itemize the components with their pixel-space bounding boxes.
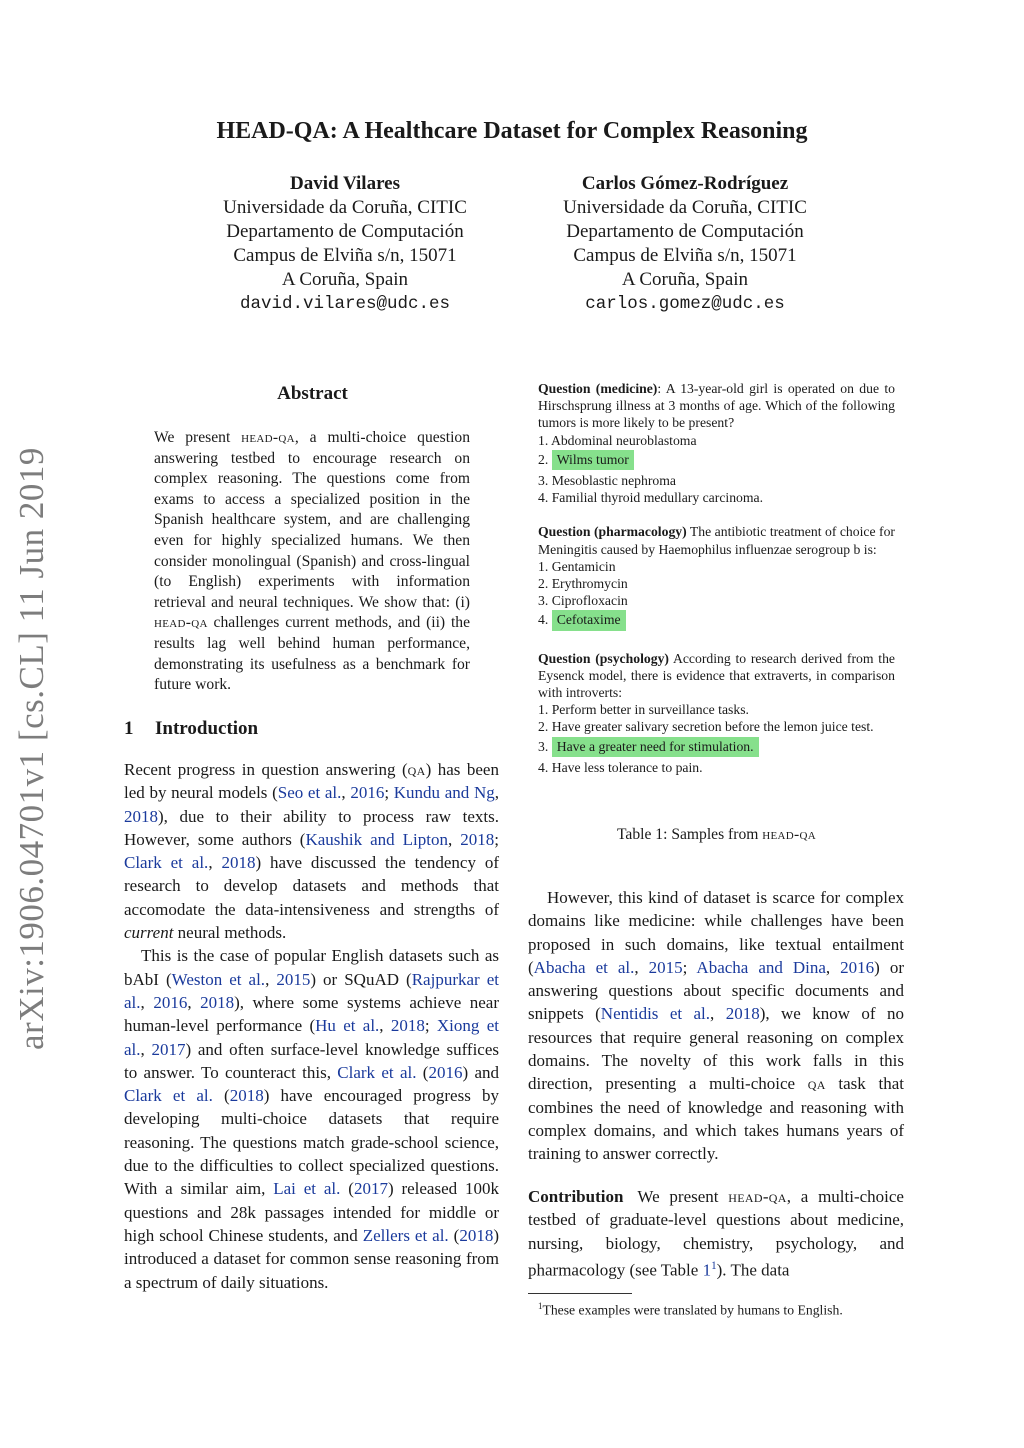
dataset-name: head-qa [762,826,817,843]
citation-link[interactable]: Xiong et al. [124,1016,499,1059]
dataset-name: head-qa [154,614,208,632]
question-label: Question (medicine) [538,381,658,396]
answer-option: 2. Erythromycin [538,576,628,592]
answer-option: 3. Mesoblastic nephroma [538,473,676,489]
citation-link[interactable]: Hu et al. [315,1016,380,1036]
right-column-body [528,886,904,1166]
question-text: Question (psychology) According to research derived from the Eysenck model, there is evidence that extraverts, in comparison with introverts: [538,650,895,701]
citation-link[interactable]: Clark et al. [337,1062,417,1082]
author-affiliation: Universidade da Coruña, CITIC [223,197,467,218]
abstract-heading: Abstract [277,383,348,404]
question-label: Question (pharmacology) [538,524,687,540]
citation-link[interactable]: 2015 [276,969,311,989]
footnote-marker[interactable]: 1 [711,1259,717,1272]
citation-link[interactable]: Rajpurkar et al. [124,969,499,1012]
citation-link[interactable]: Kundu and Ng [393,783,495,803]
question-text: Question (medicine): A 13-year-old girl is operated on due to Hirschsprung illness at 3 months of age. Which of the following tumors is more likely to be present? [538,381,895,431]
citation-link[interactable]: 2018 [460,829,495,849]
citation-link[interactable]: Lai et al. [273,1179,341,1199]
citation-link[interactable]: Abacha et al. [533,957,635,977]
citation-link[interactable]: Clark et al. [124,1086,213,1106]
author-address: Campus de Elviña s/n, 15071 [233,245,457,266]
author-department: Departamento de Computación [226,221,464,242]
answer-option-correct: 2. Wilms tumor [538,449,895,472]
citation-link[interactable]: 2018 [221,853,256,873]
citation-link[interactable]: 2015 [648,957,683,977]
table-caption: Table 1: Samples from head-qa [616,826,817,843]
answer-option: 1. Perform better in surveillance tasks. [538,702,749,718]
answer-option-correct: 4. Cefotaxime [538,609,895,632]
citation-link[interactable]: 2016 [153,992,188,1012]
author-block-2 [505,172,865,316]
section-number: 1 [124,718,134,739]
author-city: A Coruña, Spain [621,269,749,290]
author-affiliation: Universidade da Coruña, CITIC [563,197,807,218]
citation-link[interactable]: Seo et al. [277,783,342,803]
author-email[interactable]: david.vilares@udc.es [239,294,451,314]
citation-link[interactable]: 2018 [229,1086,264,1106]
paragraph: This is the case of popular English datasets such as bAbI (Weston et al., 2015) or SQuAD (Rajpurkar et al., 2016, 2018), where some systems achieve near human-level performance (Hu et al., 2018; Xiong et al., 2017) and often surface-level knowledge suffices to answer. To counteract this, Clark et al. (2016) and Clark et al. (2018) have encouraged progress by developing multi-choice datasets that require reasoning. The questions match grade-school science, due to the difficulties to collect specialized questions. With a similar aim, Lai et al. (2017) released 100k questions and 28k passages intended for middle or high school Chinese students, and Zellers et al. (2018) introduced a dataset for common sense reasoning from a spectrum of daily situations. [124,946,500,1292]
question-text: Question (pharmacology) The antibiotic treatment of choice for Meningitis caused by Haemophilus influenzae serogroup b is: [538,524,895,557]
author-block-1 [165,172,525,316]
author-email[interactable]: carlos.gomez@udc.es [585,294,785,314]
author-name: Carlos Gómez-Rodríguez [581,173,789,194]
answer-option: 4. Familial thyroid medullary carcinoma. [538,490,764,506]
citation-link[interactable]: 2017 [151,1039,186,1059]
dataset-name: head-qa [728,1187,787,1206]
question-block-psychology [538,650,895,776]
citation-link[interactable]: 2018 [200,992,235,1012]
citation-link[interactable]: Kaushik and Lipton [305,829,449,849]
correct-answer-highlight: Cefotaxime [552,610,626,630]
citation-link[interactable]: 2018 [459,1225,494,1245]
sample-questions-table [538,380,895,793]
question-block-pharmacology [538,523,895,632]
citation-link[interactable]: 2018 [390,1016,425,1036]
answer-option: 3. Ciprofloxacin [538,593,628,609]
paragraph-label: Contribution [528,1187,624,1206]
contribution-paragraph: Contribution We present head-qa, a multi-choice testbed of graduate-level questions about medicine, nursing, biology, chemistry, psychology, and pharmacology (see Table 1$^1$). The data [528,1187,904,1280]
correct-answer-highlight: Have a greater need for stimulation. [552,737,759,757]
question-label: Question (psychology) [538,650,669,666]
citation-link[interactable]: 2016 [840,957,875,977]
table-reference-link[interactable]: 1 [702,1260,712,1280]
dataset-name: head-qa [241,429,295,446]
introduction-body [124,758,499,1294]
author-name: David Vilares [290,173,400,194]
paragraph: However, this kind of dataset is scarce for complex domains like medicine: while challenges have been proposed in such domains, like textual entailment (Abacha et al., 2015; Abacha and Dina, 2016) or answering questions about specific documents and snippets (Nentidis et al., 2018), we know of no resources that require general reasoning on complex domains. The novelty of this work falls in this direction, presenting a multi-choice qa task that combines the need of knowledge and reasoning with complex domains, and which takes humans years of training to answer correctly. [528,888,904,1164]
answer-option-correct: 3. Have a greater need for stimulation. [538,736,895,759]
citation-link[interactable]: Clark et al. [124,853,209,873]
question-block-medicine [538,380,895,506]
paper-title: HEAD-QA: A Healthcare Dataset for Complex Reasoning [216,118,808,144]
citation-link[interactable]: 2017 [353,1179,388,1199]
arxiv-identifier: arXiv:1906.04701v1 [cs.CL] 11 Jun 2019 [12,447,51,1050]
footnote-divider [528,1293,632,1294]
citation-link[interactable]: 2016 [428,1062,463,1082]
answer-option: 2. Have greater salivary secretion before the lemon juice test. [538,719,874,735]
section-title: Introduction [155,718,259,739]
author-city: A Coruña, Spain [281,269,409,290]
citation-link[interactable]: 2018 [725,1004,760,1024]
paragraph: Recent progress in question answering (qa) has been led by neural models (Seo et al., 2016; Kundu and Ng, 2018), due to their ability to process raw texts. However, some authors (Kaushik and Lipton, 2018; Clark et al., 2018) have discussed the tendency of research to develop datasets and methods that accomodate the data-intensiveness and strengths of current neural methods. [124,760,500,943]
answer-option: 4. Have less tolerance to pain. [538,759,703,775]
author-department: Departamento de Computación [566,221,804,242]
answer-option: 1. Abdominal neuroblastoma [538,432,697,448]
citation-link[interactable]: Nentidis et al. [600,1004,711,1024]
answer-option: 1. Gentamicin [538,558,616,574]
citation-link[interactable]: Zellers et al. [362,1225,449,1245]
footnote: $^1$These examples were translated by humans to English. [538,1301,843,1318]
section-heading-introduction [124,718,258,740]
correct-answer-highlight: Wilms tumor [552,450,634,470]
citation-link[interactable]: Weston et al. [171,969,266,989]
author-address: Campus de Elviña s/n, 15071 [573,245,797,266]
citation-link[interactable]: Abacha and Dina [696,957,826,977]
abstract-text: We present head-qa, a multi-choice question answering testbed to encourage research on complex reasoning. The questions come from exams to access a specialized position in the Spanish healthcare system, and are challenging even for highly specialized humans. We then consider monolingual (Spanish) and cross-lingual (to English) experiments with information retrieval and neural techniques. We show that: (i) head-qa challenges current methods, and (ii) the results lag well behind human performance, demonstrating its usefulness as a benchmark for future work. [154,429,470,694]
citation-link[interactable]: 2016 [350,783,385,803]
citation-link[interactable]: 2018 [124,806,158,826]
